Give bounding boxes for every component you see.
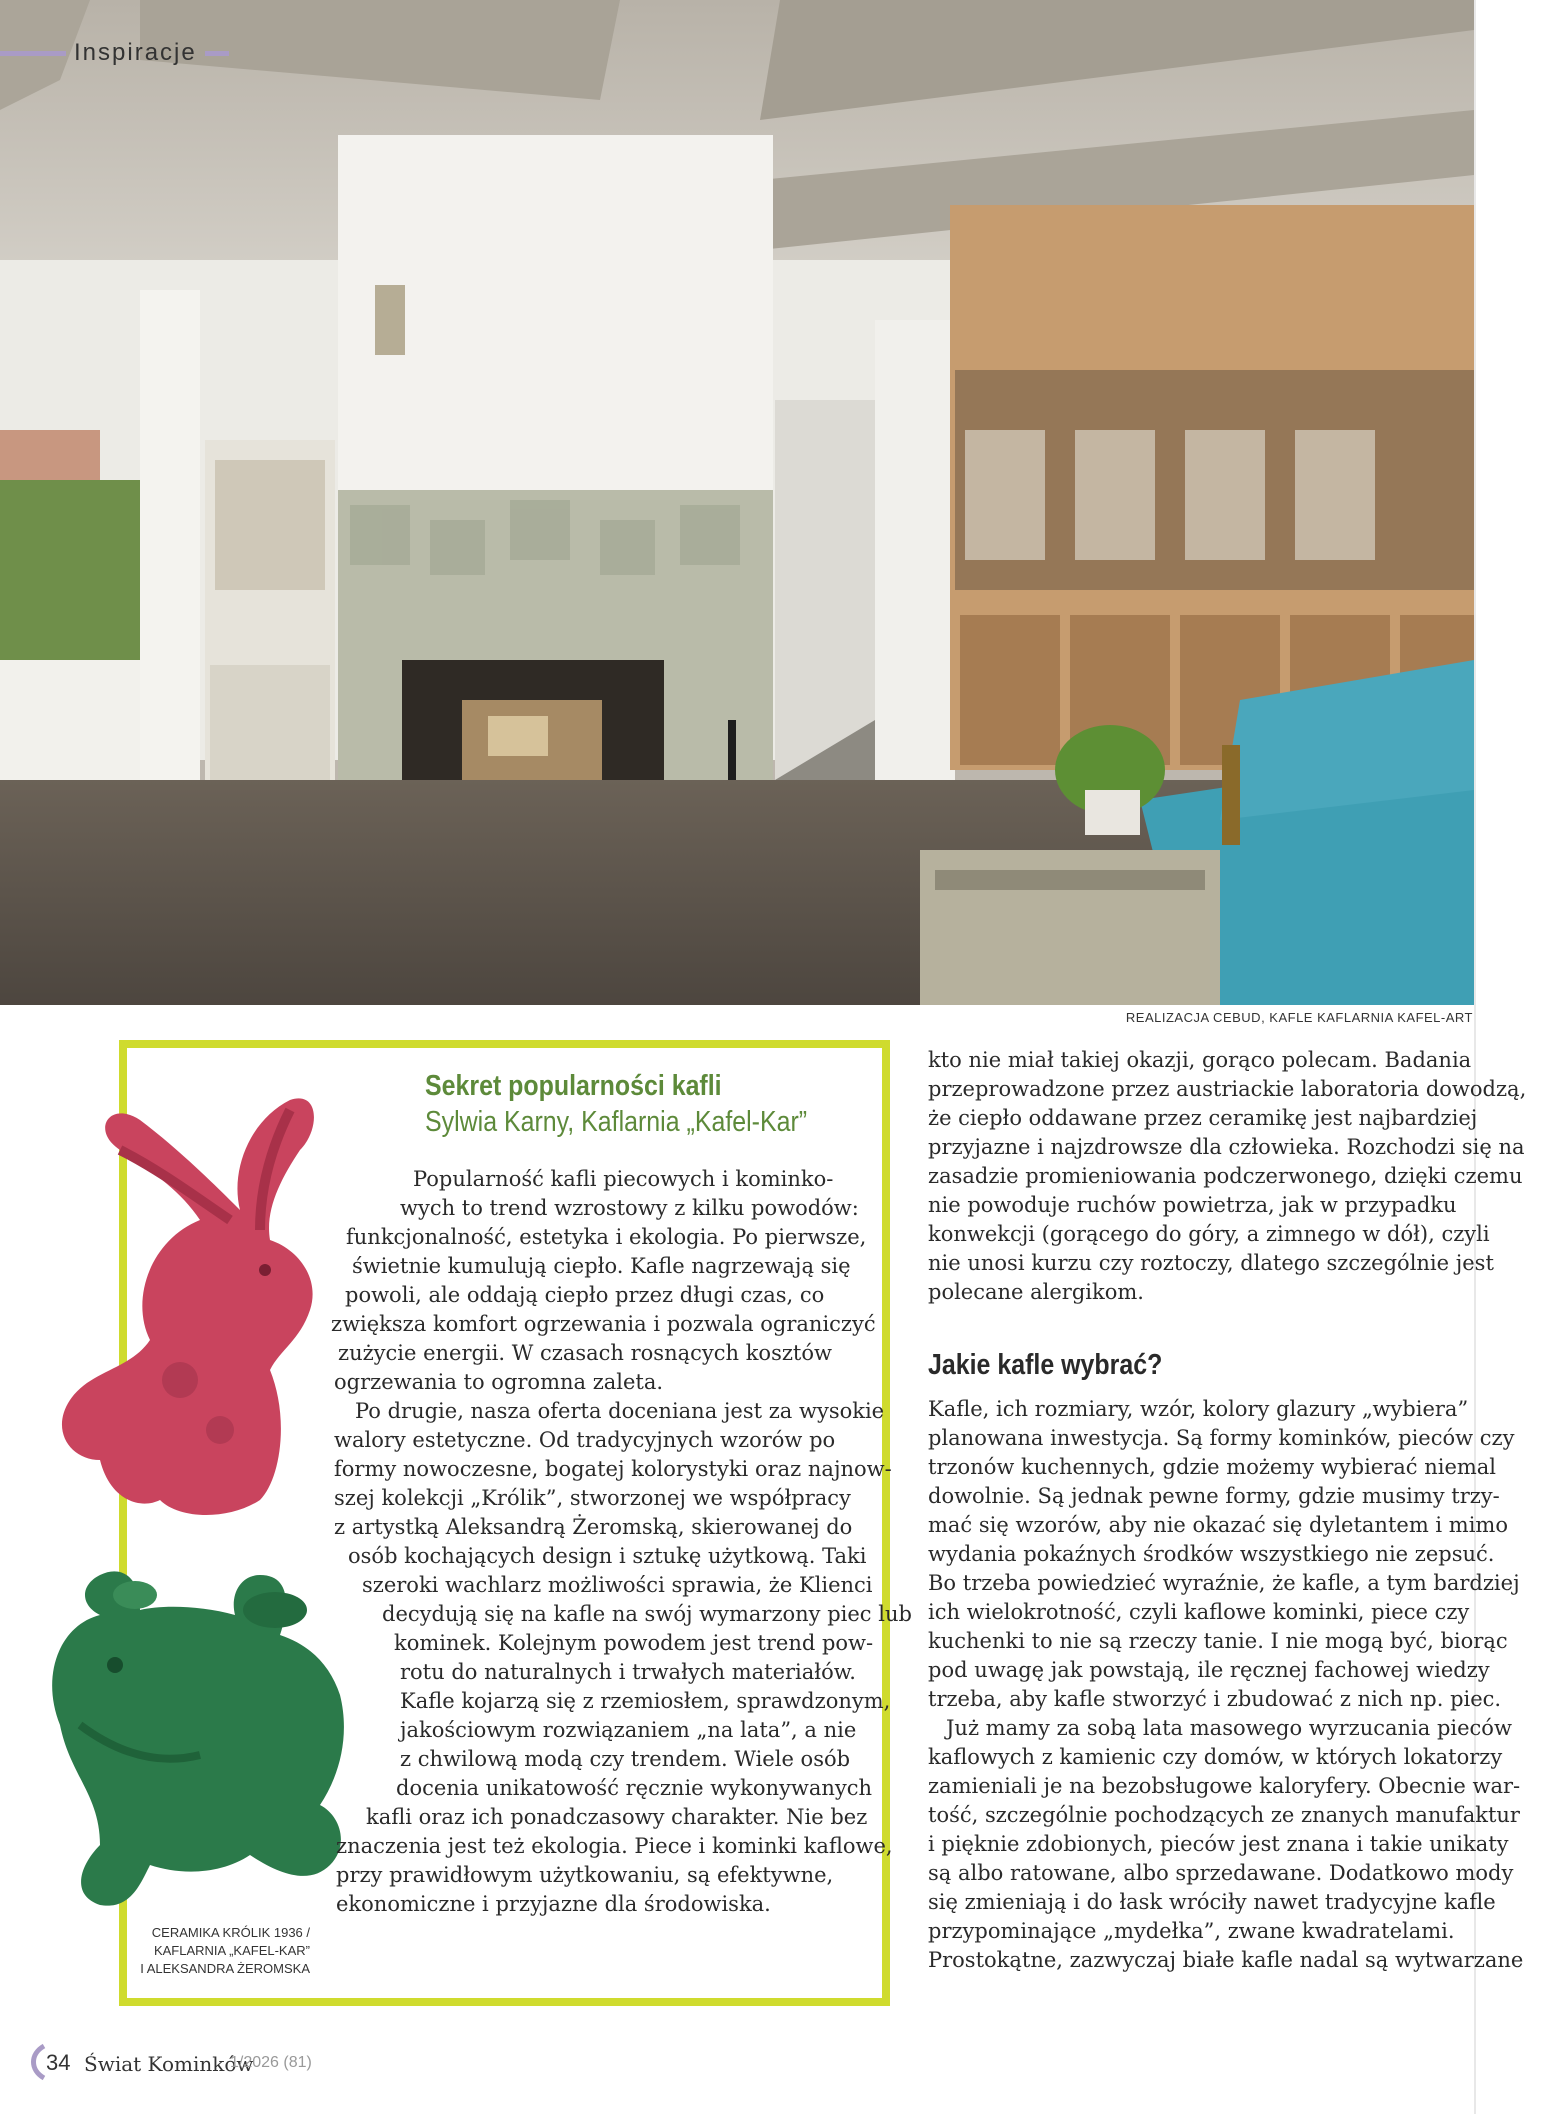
body-text-line: nie unosi kurzu czy roztoczy, dlatego szczególnie jest	[928, 1251, 1494, 1275]
box-text-line: szeroki wachlarz możliwości sprawia, że Klienci	[362, 1573, 873, 1597]
frog-tile-image	[40, 1555, 370, 1925]
box-author: Sylwia Karny, Kaflarnia „Kafel-Kar”	[425, 1106, 808, 1138]
box-text-line: zwiększa komfort ogrzewania i pozwala ograniczyć	[331, 1312, 876, 1336]
body-text-line: kto nie miał takiej okazji, gorąco polecam. Badania	[928, 1048, 1472, 1072]
body-text-line: trzeba, aby kafle stworzyć i zbudować z nich np. piec.	[928, 1687, 1502, 1711]
box-text-line: decydują się na kafle na swój wymarzony piec lub	[382, 1602, 912, 1626]
box-text-line: docenia unikatowość ręcznie wykonywanych	[396, 1776, 873, 1800]
box-text-line: z artystką Aleksandrą Żeromską, skierowanej do	[334, 1515, 853, 1539]
body-text-line: tość, szczególnie pochodzących ze znanych manufaktur	[928, 1803, 1520, 1827]
body-text-line: zamieniali je na bezobsługowe kaloryfery. Obecnie war-	[928, 1774, 1521, 1798]
body-text-line: i pięknie zdobionych, pieców jest znana i takie unikaty	[928, 1832, 1509, 1856]
body-text-line: kuchenki to nie są rzeczy tanie. I nie mogą być, biorąc	[928, 1629, 1508, 1653]
box-text-line: powoli, ale oddają ciepło przez długi czas, co	[345, 1283, 825, 1307]
figure-caption	[140, 1924, 310, 1978]
body-text-line: się zmieniają i do łask wróciły nawet tradycyjne kafle	[928, 1890, 1496, 1914]
caption-line: CERAMIKA KRÓLIK 1936 /	[151, 1925, 310, 1940]
magazine-name: Świat Kominków	[84, 2052, 254, 2076]
box-text-line: kafli oraz ich ponadczasowy charakter. Nie bez	[366, 1805, 868, 1829]
box-text-line: ekonomiczne i przyjazne dla środowiska.	[336, 1892, 771, 1916]
photo-credit: REALIZACJA CEBUD, KAFLE KAFLARNIA KAFEL-ART	[1125, 1010, 1473, 1025]
body-text-line: przeprowadzone przez austriackie laboratoria dowodzą,	[928, 1077, 1527, 1101]
box-text-line: Popularność kafli piecowych i kominko-	[413, 1167, 834, 1191]
box-text-line: szej kolekcji „Królik”, stworzonej we współpracy	[334, 1486, 851, 1510]
box-text-line: znaczenia jest też ekologia. Piece i kominki kaflowe,	[336, 1834, 893, 1858]
body-text-line: wydania pokaźnych środków wszystkiego nie zepsuć.	[928, 1542, 1495, 1566]
section-heading: Jakie kafle wybrać?	[928, 1349, 1163, 1381]
box-text-line: Kafle kojarzą się z rzemiosłem, sprawdzonym,	[400, 1689, 891, 1713]
box-text-line: świetnie kumulują ciepło. Kafle nagrzewają się	[352, 1254, 851, 1278]
body-text-line: Bo trzeba powiedzieć wyraźnie, że kafle, a tym bardziej	[928, 1571, 1520, 1595]
box-text-line: rotu do naturalnych i trwałych materiałów.	[400, 1660, 856, 1684]
box-text-line: jakościowym rozwiązaniem „na lata”, a nie	[400, 1718, 857, 1742]
body-text-line: nie powoduje ruchów powietrza, jak w przypadku	[928, 1193, 1457, 1217]
body-text-line: trzonów kuchennych, gdzie możemy wybierać niemal	[928, 1455, 1497, 1479]
rabbit-tile-image	[30, 1080, 330, 1540]
box-text-line: zużycie energii. W czasach rosnących kosztów	[338, 1341, 832, 1365]
box-text-line: walory estetyczne. Od tradycyjnych wzorów po	[334, 1428, 836, 1452]
body-text-line: dowolnie. Są jednak pewne formy, gdzie musimy trzy-	[928, 1484, 1500, 1508]
interior-photo	[0, 0, 1474, 1005]
body-text-line: że ciepło oddawane przez ceramikę jest najbardziej	[928, 1106, 1478, 1130]
body-text-line: przyjazne i najzdrowsze dla człowieka. Rozchodzi się na	[928, 1135, 1525, 1159]
box-title: Sekret popularności kafli	[425, 1070, 722, 1102]
body-text-line: planowana inwestycja. Są formy kominków, pieców czy	[928, 1426, 1515, 1450]
box-text-line: formy nowoczesne, bogatej kolorystyki oraz najnow-	[334, 1457, 892, 1481]
box-text-line: przy prawidłowym użytkowaniu, są efektywne,	[336, 1863, 834, 1887]
body-text-line: polecane alergikom.	[928, 1280, 1144, 1304]
box-text-line: ogrzewania to ogromna zaleta.	[334, 1370, 664, 1394]
body-text-line: kaflowych z kamienic czy domów, w których lokatorzy	[928, 1745, 1503, 1769]
body-text-line: przypominające „mydełka”, zwane kwadratelami.	[928, 1919, 1455, 1943]
body-text-line: zasadzie promieniowania podczerwonego, dzięki czemu	[928, 1164, 1523, 1188]
box-text-line: osób kochających design i sztukę użytkową. Taki	[348, 1544, 867, 1568]
box-text-line: wych to trend wzrostowy z kilku powodów:	[400, 1196, 859, 1220]
body-text-line: pod uwagę jak powstają, ile ręcznej fachowej wiedzy	[928, 1658, 1490, 1682]
body-text-line: Kafle, ich rozmiary, wzór, kolory glazury „wybiera”	[928, 1397, 1469, 1421]
box-text-line: kominek. Kolejnym powodem jest trend pow-	[394, 1631, 874, 1655]
caption-line: KAFLARNIA „KAFEL-KAR”	[153, 1943, 310, 1958]
section-title: Inspiracje	[74, 39, 197, 66]
body-text-line: mać się wzorów, aby nie okazać się dyletantem i mimo	[928, 1513, 1508, 1537]
body-text-line: ich wielokrotność, czyli kaflowe kominki, piece czy	[928, 1600, 1470, 1624]
caption-line: I ALEKSANDRA ŻEROMSKA	[140, 1961, 310, 1976]
issue-number: 1/2026 (81)	[230, 2054, 312, 2071]
section-bar	[0, 51, 66, 56]
body-text-line: Już mamy za sobą lata masowego wyrzucania pieców	[946, 1716, 1512, 1740]
body-text-line: Prostokątne, zazwyczaj białe kafle nadal są wytwarzane	[928, 1948, 1524, 1972]
body-text-line: konwekcji (gorącego do góry, a zimnego w dół), czyli	[928, 1222, 1490, 1246]
box-text-line: z chwilową modą czy trendem. Wiele osób	[400, 1747, 851, 1771]
section-label	[0, 36, 229, 70]
page-number: 34	[46, 2050, 71, 2075]
body-text-line: są albo ratowane, albo sprzedawane. Dodatkowo mody	[928, 1861, 1514, 1885]
box-text-line: funkcjonalność, estetyka i ekologia. Po pierwsze,	[346, 1225, 867, 1249]
box-text-line: Po drugie, nasza oferta doceniana jest za wysokie	[355, 1399, 885, 1423]
section-bar	[205, 51, 229, 56]
